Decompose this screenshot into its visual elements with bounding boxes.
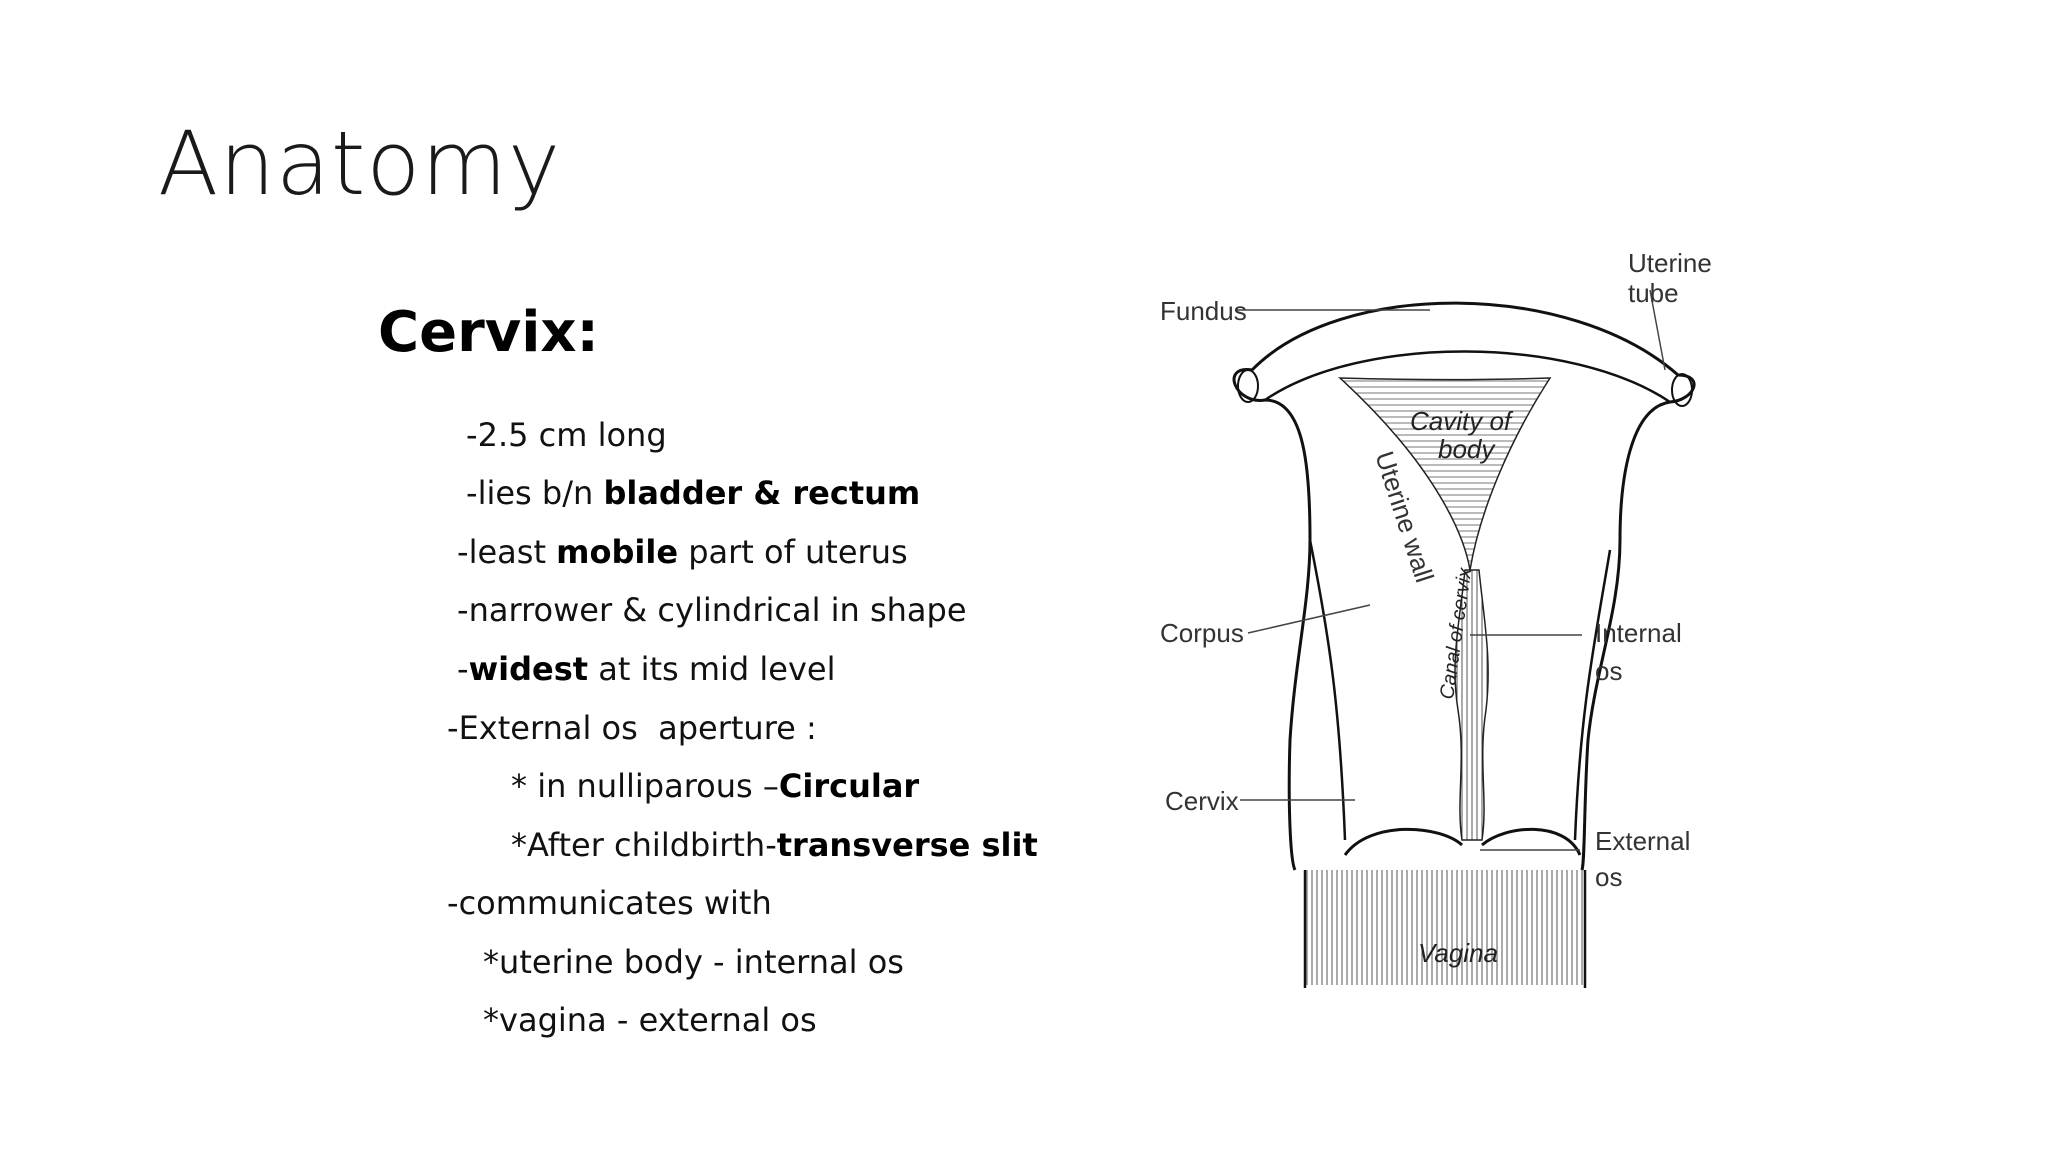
- bullet-line: -2.5 cm long: [466, 416, 667, 454]
- label-cervical-canal: Canal of cervix: [1436, 566, 1477, 701]
- bullet-line: -widest at its mid level: [457, 650, 836, 688]
- label-vagina: Vagina: [1418, 938, 1498, 968]
- bullet-line: -communicates with: [447, 884, 772, 922]
- label-cavity-of-body: body: [1438, 434, 1495, 464]
- bullet-line: -least mobile part of uterus: [457, 533, 908, 571]
- label-internal-os: Internal: [1595, 618, 1682, 648]
- bullet-line: *vagina - external os: [483, 1001, 817, 1039]
- label-internal-os: os: [1595, 656, 1623, 686]
- label-cavity-of-body: Cavity of: [1410, 406, 1512, 436]
- label-corpus: Corpus: [1160, 618, 1244, 648]
- bullet-line: *After childbirth-transverse slit: [511, 826, 1038, 864]
- slide-title: Anatomy: [158, 112, 562, 215]
- label-external-os: os: [1595, 862, 1623, 892]
- bullet-line: *uterine body - internal os: [483, 943, 904, 981]
- label-external-os: External: [1595, 826, 1691, 856]
- bullet-line: * in nulliparous –Circular: [511, 767, 920, 805]
- bullet-line: -narrower & cylindrical in shape: [457, 591, 967, 629]
- label-uterine-tube: tube: [1628, 278, 1679, 308]
- fundus-dome: [1252, 303, 1678, 375]
- bullet-line: -External os aperture :: [447, 709, 817, 747]
- section-heading: Cervix:: [378, 300, 599, 365]
- label-fundus: Fundus: [1160, 296, 1247, 326]
- label-cervix: Cervix: [1165, 786, 1239, 816]
- label-uterine-wall: Uterine wall: [1369, 447, 1440, 587]
- label-uterine-tube: Uterine: [1628, 248, 1712, 278]
- bullet-line: -lies b/n bladder & rectum: [466, 474, 921, 512]
- uterus-diagram: [1140, 240, 1740, 1020]
- uterus-outline: [1234, 370, 1310, 870]
